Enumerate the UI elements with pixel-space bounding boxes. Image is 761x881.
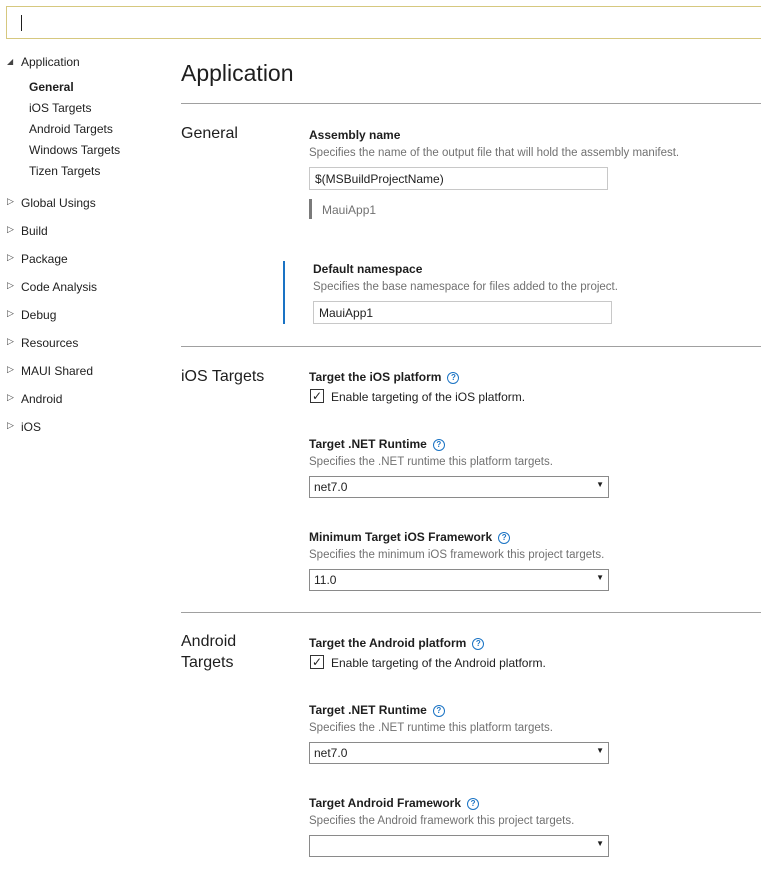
default-namespace-description: Specifies the base namespace for files added to the project.	[313, 281, 618, 293]
assembly-name-preview: MauiApp1	[322, 203, 377, 217]
ios-enable-checkbox-label: Enable targeting of the iOS platform.	[331, 390, 526, 404]
sidebar-item-code-analysis[interactable]	[7, 280, 98, 294]
section-title-line: Targets	[181, 654, 234, 671]
collapsed-arrow-icon: ▷	[7, 336, 14, 346]
help-icon[interactable]: ?	[433, 439, 445, 451]
sidebar-item-general[interactable]: General	[29, 80, 74, 94]
sidebar-item-debug[interactable]	[7, 308, 57, 322]
sidebar-item-label: Package	[21, 252, 68, 266]
sidebar-item-package[interactable]	[7, 252, 68, 266]
sidebar-item-label: Android	[21, 392, 63, 406]
label-text: Target .NET Runtime	[309, 703, 427, 717]
sidebar-item-label: MAUI Shared	[21, 364, 94, 378]
android-framework-description: Specifies the Android framework this project targets.	[309, 815, 575, 827]
collapsed-arrow-icon: ▷	[7, 196, 14, 206]
sidebar-item-label: iOS	[21, 420, 42, 434]
sidebar-item-label: Global Usings	[21, 196, 96, 210]
label-text: Target Android Framework	[309, 796, 462, 810]
sidebar-item-maui-shared[interactable]	[7, 364, 94, 378]
dropdown-arrow-icon: ▼	[596, 839, 604, 848]
search-box[interactable]	[6, 6, 761, 39]
android-framework-select[interactable]	[309, 835, 609, 857]
assembly-name-description: Specifies the name of the output file that will hold the assembly manifest.	[309, 147, 680, 159]
sidebar-item-label: Debug	[21, 308, 57, 322]
collapsed-arrow-icon: ▷	[7, 252, 14, 262]
assembly-name-input[interactable]: $(MSBuildProjectName)	[309, 167, 608, 190]
android-runtime-label	[309, 703, 445, 717]
assembly-name-label: Assembly name	[309, 128, 401, 142]
sidebar-item-ios-targets[interactable]: iOS Targets	[29, 101, 92, 115]
expanded-arrow-icon: ◢	[7, 57, 14, 66]
dropdown-arrow-icon: ▼	[596, 573, 604, 582]
android-runtime-select[interactable]	[309, 742, 609, 764]
focus-indicator	[283, 261, 285, 324]
text-caret	[21, 15, 22, 31]
ios-min-framework-description: Specifies the minimum iOS framework this project targets.	[309, 549, 605, 561]
android-enable-checkbox[interactable]: ✓	[311, 655, 323, 669]
preview-indicator	[309, 199, 312, 219]
label-text: Target the iOS platform	[309, 370, 442, 384]
label-text: Minimum Target iOS Framework	[309, 530, 493, 544]
dropdown-arrow-icon: ▼	[596, 746, 604, 755]
divider	[181, 103, 761, 104]
sidebar-item-ios[interactable]	[7, 420, 42, 434]
sidebar-item-build[interactable]	[7, 224, 48, 238]
section-title-android-targets	[181, 631, 236, 673]
sidebar-item-resources[interactable]	[7, 336, 79, 350]
help-icon[interactable]: ?	[472, 638, 484, 650]
android-target-platform-label	[309, 636, 484, 650]
divider	[181, 612, 761, 613]
android-framework-label	[309, 796, 479, 810]
default-namespace-label: Default namespace	[313, 262, 423, 276]
sidebar-item-global-usings[interactable]	[7, 196, 96, 210]
sidebar-item-label: Resources	[21, 336, 79, 350]
select-value: net7.0	[314, 480, 348, 494]
help-icon[interactable]: ?	[433, 705, 445, 717]
sidebar-item-tizen-targets[interactable]: Tizen Targets	[29, 164, 101, 178]
ios-enable-checkbox[interactable]: ✓	[311, 389, 323, 403]
collapsed-arrow-icon: ▷	[7, 280, 14, 290]
select-value: net7.0	[314, 746, 348, 760]
section-title-general: General	[181, 125, 238, 142]
dropdown-arrow-icon: ▼	[596, 480, 604, 489]
ios-runtime-select[interactable]	[309, 476, 609, 498]
sidebar-item-android[interactable]	[7, 392, 63, 406]
default-namespace-input[interactable]: MauiApp1	[313, 301, 612, 324]
collapsed-arrow-icon: ▷	[7, 392, 14, 402]
section-title-line: Android	[181, 633, 237, 650]
sidebar-item-label: Build	[21, 224, 48, 238]
help-icon[interactable]: ?	[467, 798, 479, 810]
help-icon[interactable]: ?	[447, 372, 459, 384]
ios-target-platform-label	[309, 370, 459, 384]
collapsed-arrow-icon: ▷	[7, 224, 14, 234]
sidebar-item-android-targets[interactable]: Android Targets	[29, 122, 113, 136]
page-title: Application	[181, 60, 294, 86]
collapsed-arrow-icon: ▷	[7, 420, 14, 430]
select-value: 11.0	[314, 573, 337, 587]
ios-min-framework-label	[309, 530, 510, 544]
sidebar-item-label: Application	[21, 55, 80, 69]
ios-runtime-label	[309, 437, 445, 451]
divider	[181, 346, 761, 347]
android-enable-checkbox-label: Enable targeting of the Android platform.	[331, 656, 546, 670]
android-runtime-description: Specifies the .NET runtime this platform targets.	[309, 722, 553, 734]
help-icon[interactable]: ?	[498, 532, 510, 544]
sidebar-item-label: Code Analysis	[21, 280, 98, 294]
collapsed-arrow-icon: ▷	[7, 364, 14, 374]
label-text: Target .NET Runtime	[309, 437, 427, 451]
search-input[interactable]	[7, 7, 761, 38]
sidebar-item-application[interactable]	[7, 55, 80, 69]
collapsed-arrow-icon: ▷	[7, 308, 14, 318]
section-title-ios-targets: iOS Targets	[181, 368, 265, 385]
ios-min-framework-select[interactable]	[309, 569, 609, 591]
label-text: Target the Android platform	[309, 636, 467, 650]
ios-runtime-description: Specifies the .NET runtime this platform targets.	[309, 456, 553, 468]
sidebar-item-windows-targets[interactable]: Windows Targets	[29, 143, 121, 157]
